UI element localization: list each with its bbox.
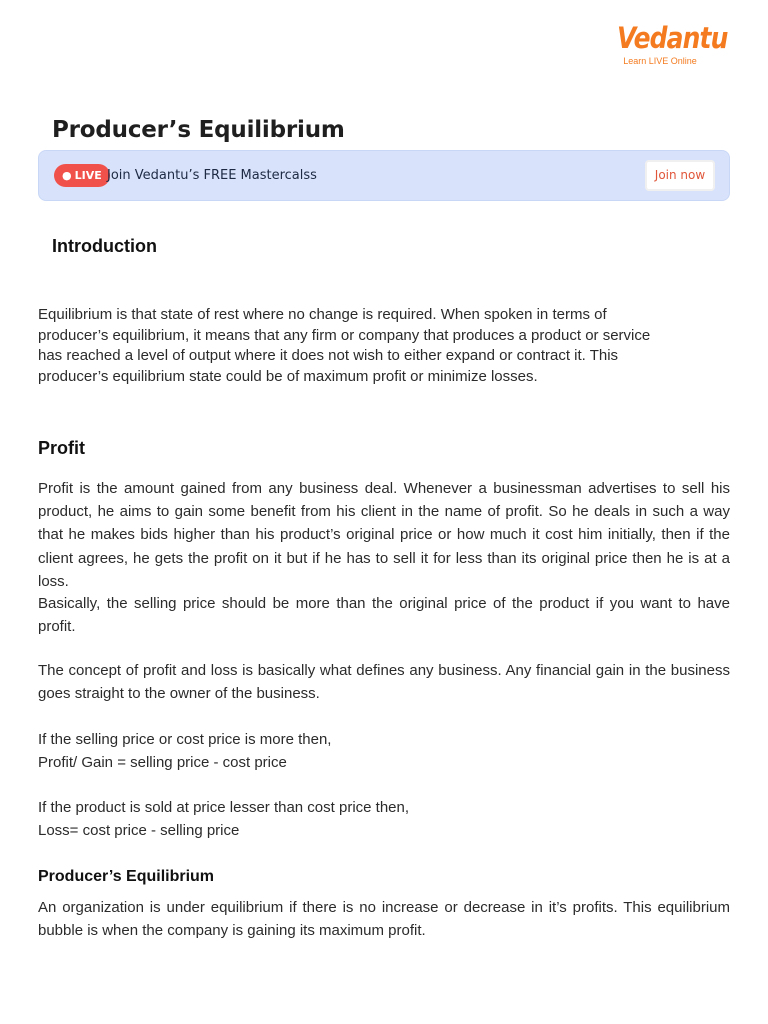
- page-title: Producer’s Equilibrium: [52, 117, 345, 143]
- introduction-line: has reached a level of output where it does not wish to either expand or contract it. This: [38, 347, 619, 365]
- live-badge: [54, 164, 110, 187]
- loss-formula-block: [38, 796, 730, 842]
- introduction-line: producer’s equilibrium, it means that any firm or company that produces a product or service: [38, 326, 651, 344]
- profit-paragraph-3: The concept of profit and loss is basically what defines any business. Any financial gain in the business goes straight to the owner of the business.: [38, 662, 730, 703]
- masterclass-banner: [38, 150, 730, 201]
- logo-tagline: Learn LIVE Online: [623, 56, 697, 66]
- logo-wordmark: Vedantu: [617, 21, 728, 55]
- introduction-paragraph: [38, 305, 730, 387]
- introduction-heading: Introduction: [52, 236, 157, 256]
- gain-formula-block: [38, 728, 730, 774]
- profit-paragraph-1: Profit is the amount gained from any business deal. Whenever a businessman advertises to sell his product, he aims to gain some benefit from his client in the name of profit. So he deals in such a way that he makes bids higher than his product’s original price or how much it cost him initially, then if the client agrees, he gets the profit on it but if he has to sell it for less than its original price then he is at a loss.: [38, 480, 730, 590]
- join-now-button[interactable]: Join now: [645, 160, 715, 191]
- introduction-line: producer’s equilibrium state could be of maximum profit or minimize losses.: [38, 367, 538, 385]
- gain-formula: Profit/ Gain = selling price - cost price: [38, 754, 287, 772]
- loss-formula: Loss= cost price - selling price: [38, 822, 240, 840]
- profit-paragraph-2: Basically, the selling price should be more than the original price of the product if you want to have profit.: [38, 595, 730, 636]
- profit-heading: Profit: [38, 438, 85, 458]
- producers-equilibrium-paragraph: An organization is under equilibrium if there is no increase or decrease in it’s profits. This equilibrium bubble is when the company is gaining its maximum profit.: [38, 899, 730, 940]
- live-dot-icon: ●: [62, 169, 72, 182]
- producers-equilibrium-heading: Producer’s Equilibrium: [38, 868, 215, 885]
- live-badge-label: LIVE: [74, 169, 102, 182]
- loss-condition: If the product is sold at price lesser than cost price then,: [38, 799, 410, 816]
- banner-text: Join Vedantu’s FREE Mastercalss: [107, 168, 317, 183]
- vedantu-logo: [610, 21, 728, 67]
- introduction-line: Equilibrium is that state of rest where no change is required. When spoken in terms of: [38, 306, 607, 323]
- gain-condition: If the selling price or cost price is more then,: [38, 731, 332, 748]
